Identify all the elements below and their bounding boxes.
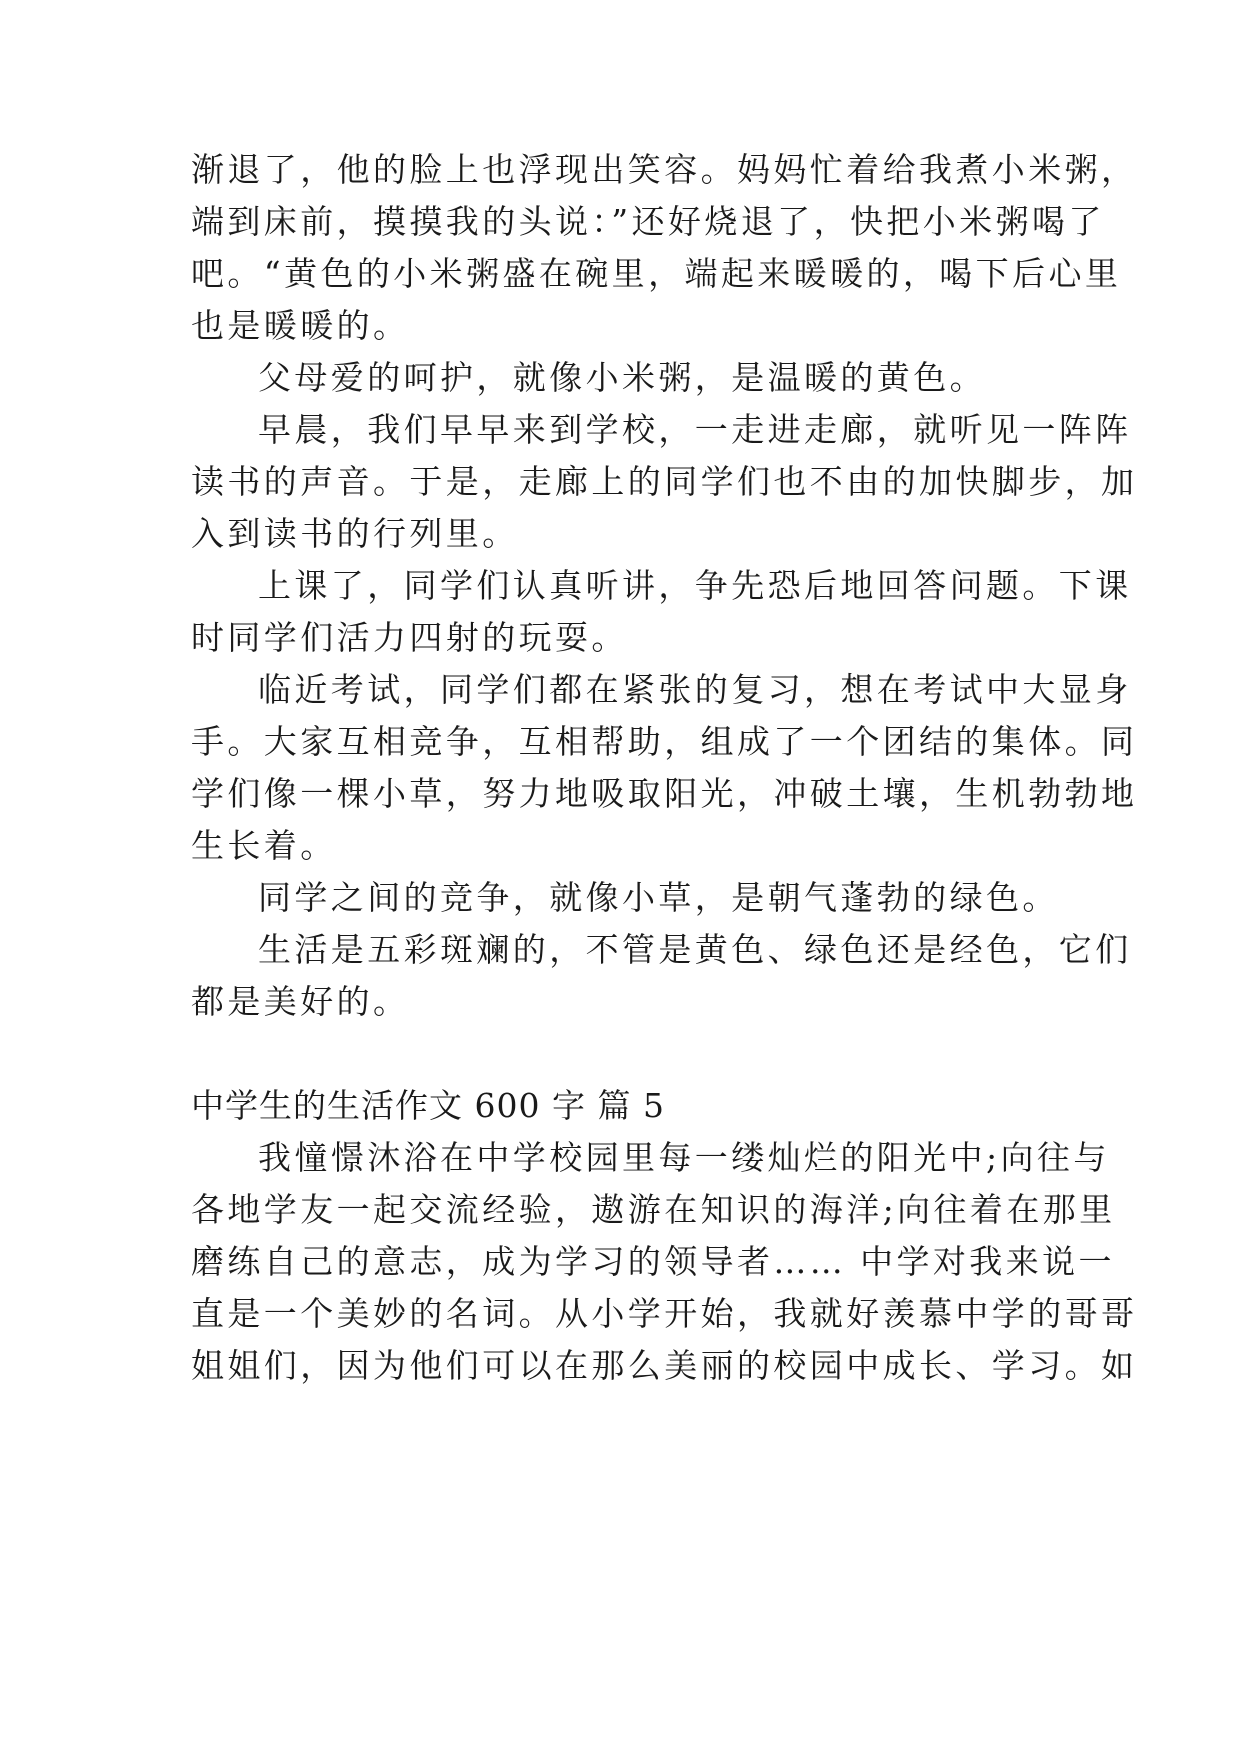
text-line: 也是暖暖的。 (191, 306, 410, 345)
text-line: 学们像一棵小草，努力地吸取阳光，冲破土壤，生机勃勃地 (191, 774, 1138, 813)
text-line: 时同学们活力四射的玩耍。 (191, 618, 628, 657)
text-line: 我憧憬沐浴在中学校园里每一缕灿烂的阳光中;向往与 (258, 1138, 1110, 1177)
text-line: 生活是五彩斑斓的，不管是黄色、绿色还是经色，它们 (258, 930, 1132, 969)
text-line: 渐退了，他的脸上也浮现出笑容。妈妈忙着给我煮小米粥， (191, 150, 1138, 189)
text-line: 早晨，我们早早来到学校，一走进走廊，就听见一阵阵 (258, 410, 1132, 449)
text-line: 手。大家互相竞争，互相帮助，组成了一个团结的集体。同 (191, 722, 1138, 761)
text-line: 上课了，同学们认真听讲，争先恐后地回答问题。下课 (258, 566, 1132, 605)
text-line: 同学之间的竞争，就像小草，是朝气蓬勃的绿色。 (258, 878, 1059, 917)
text-line: 读书的声音。于是，走廊上的同学们也不由的加快脚步，加 (191, 462, 1138, 501)
text-line: 姐姐们，因为他们可以在那么美丽的校园中成长、学习。如 (191, 1346, 1138, 1385)
text-line: 各地学友一起交流经验，遨游在知识的海洋;向往着在那里 (191, 1190, 1116, 1229)
section-heading: 中学生的生活作文 600 字 篇 5 (191, 1086, 665, 1125)
text-line: 端到床前，摸摸我的头说：”还好烧退了，快把小米粥喝了 (191, 202, 1105, 241)
text-line: 临近考试，同学们都在紧张的复习，想在考试中大显身 (258, 670, 1132, 709)
text-line: 直是一个美妙的名词。从小学开始，我就好羡慕中学的哥哥 (191, 1294, 1138, 1333)
text-line: 入到读书的行列里。 (191, 514, 519, 553)
text-line: 吧。“黄色的小米粥盛在碗里，端起来暖暖的，喝下后心里 (191, 254, 1122, 293)
text-line: 生长着。 (191, 826, 337, 865)
text-line: 都是美好的。 (191, 982, 410, 1021)
text-line: 父母爱的呵护，就像小米粥，是温暖的黄色。 (258, 358, 986, 397)
text-line: 磨练自己的意志，成为学习的领导者…… 中学对我来说一 (191, 1242, 1115, 1281)
